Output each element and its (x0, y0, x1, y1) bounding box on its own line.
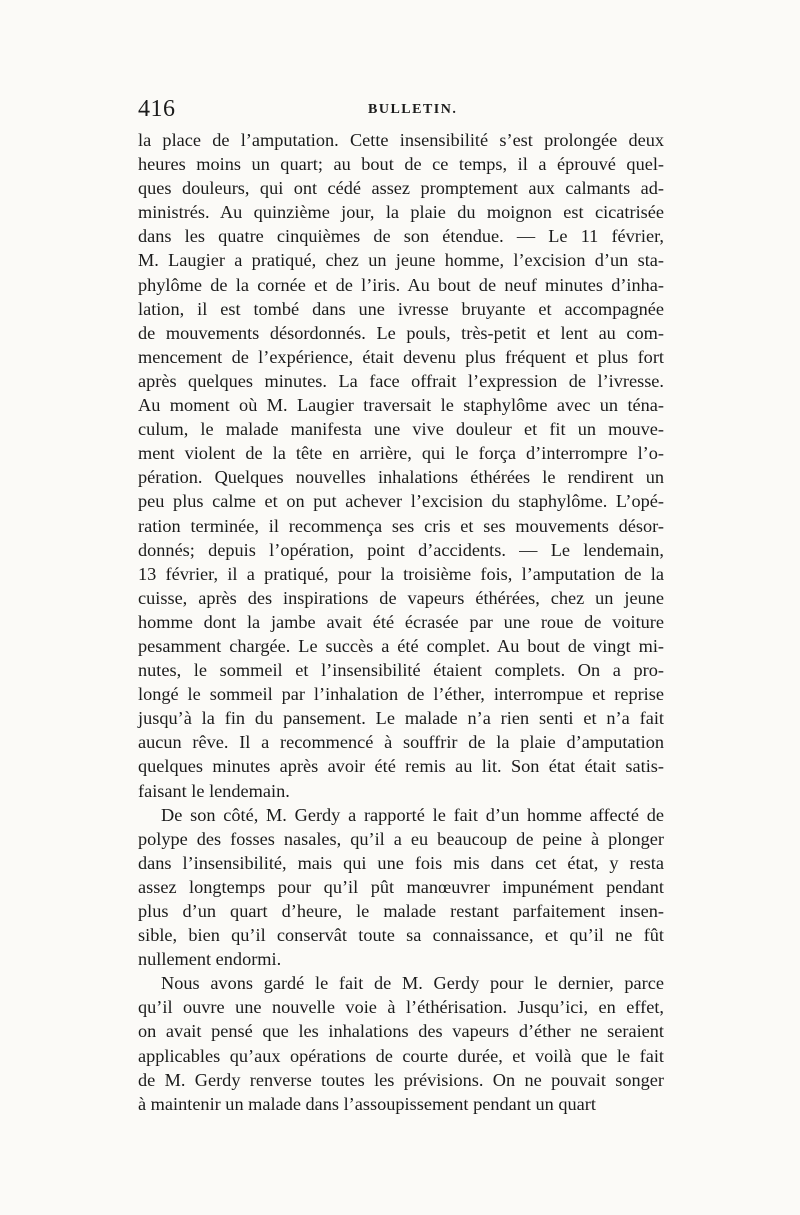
paragraph (138, 128, 664, 803)
text-line: ques douleurs, qui ont cédé assez promptement aux calmants ad- (138, 178, 664, 199)
text-line: mencement de l’expérience, était devenu plus fréquent et plus fort (138, 346, 664, 367)
text-line: nutes, le sommeil et l’insensibilité étaient complets. On a pro- (138, 660, 664, 681)
text-line: lation, il est tombé dans une ivresse bruyante et accompagnée (138, 298, 664, 319)
text-line: quelques minutes après avoir été remis au lit. Son état était satis- (138, 756, 664, 777)
body-text (138, 128, 664, 1116)
text-line: homme dont la jambe avait été écrasée par une roue de voiture (138, 611, 664, 632)
text-line: dans les quatre cinquièmes de son étendue. — Le 11 février, (138, 226, 664, 247)
text-line: M. Laugier a pratiqué, chez un jeune homme, l’excision d’un sta- (138, 250, 664, 271)
text-line: sible, bien qu’il conservât toute sa connaissance, et qu’il ne fût (138, 925, 664, 946)
text-line: de M. Gerdy renverse toutes les prévisions. On ne pouvait songer (138, 1069, 664, 1090)
text-line: après quelques minutes. La face offrait l’expression de l’ivresse. (138, 370, 664, 391)
text-line: heures moins un quart; au bout de ce temps, il a éprouvé quel- (138, 154, 664, 175)
text-line: Nous avons gardé le fait de M. Gerdy pour le dernier, parce (161, 973, 664, 994)
paragraph (138, 803, 664, 972)
running-head: BULLETIN. (368, 102, 458, 117)
text-line: la place de l’amputation. Cette insensibilité s’est prolongée deux (138, 130, 664, 150)
page-header (138, 96, 664, 126)
text-line: dans l’insensibilité, mais qui une fois mis dans cet état, y resta (138, 852, 664, 873)
text-line: ministrés. Au quinzième jour, la plaie du moignon est cicatrisée (138, 202, 664, 223)
text-line: jusqu’à la fin du pansement. Le malade n’a rien senti et n’a fait (138, 708, 664, 729)
text-line: plus d’un quart d’heure, le malade restant parfaitement insen- (138, 901, 664, 921)
text-line: à maintenir un malade dans l’assoupissement pendant un quart (138, 1093, 596, 1114)
page-number: 416 (138, 96, 176, 122)
text-line: qu’il ouvre une nouvelle voie à l’éthérisation. Jusqu’ici, en effet, (138, 997, 664, 1018)
text-line: peu plus calme et on put achever l’excision du staphylôme. L’opé- (138, 491, 664, 512)
text-line: pesamment chargée. Le succès a été complet. Au bout de vingt mi- (138, 635, 664, 656)
text-line: nullement endormi. (138, 949, 282, 970)
text-line: longé le sommeil par l’inhalation de l’éther, interrompue et reprise (138, 684, 664, 705)
text-line: aucun rêve. Il a recommencé à souffrir de la plaie d’amputation (138, 732, 664, 753)
text-line: Au moment où M. Laugier traversait le staphylôme avec un téna- (138, 395, 664, 416)
text-line: de mouvements désordonnés. Le pouls, très-petit et lent au com- (138, 322, 664, 343)
paragraph (138, 971, 664, 1116)
text-line: phylôme de la cornée et de l’iris. Au bout de neuf minutes d’inha- (138, 274, 664, 295)
text-line: faisant le lendemain. (138, 780, 290, 801)
text-line: ment violent de la tête en arrière, qui le força d’interrompre l’o- (138, 443, 664, 464)
text-line: donnés; depuis l’opération, point d’accidents. — Le lendemain, (138, 539, 664, 560)
text-line: assez longtemps pour qu’il pût manœuvrer impunément pendant (138, 876, 664, 897)
text-line: De son côté, M. Gerdy a rapporté le fait d’un homme affecté de (161, 804, 664, 825)
text-line: culum, le malade manifesta une vive douleur et fit un mouve- (138, 419, 664, 440)
text-line: cuisse, après des inspirations de vapeurs éthérées, chez un jeune (138, 587, 664, 608)
text-line: pération. Quelques nouvelles inhalations éthérées le rendirent un (138, 467, 664, 488)
text-line: applicables qu’aux opérations de courte durée, et voilà que le fait (138, 1045, 664, 1066)
text-line: 13 février, il a pratiqué, pour la troisième fois, l’amputation de la (138, 563, 664, 584)
text-line: on avait pensé que les inhalations des vapeurs d’éther ne seraient (138, 1021, 664, 1042)
text-line: ration terminée, il recommença ses cris et ses mouvements désor- (138, 515, 664, 536)
text-line: polype des fosses nasales, qu’il a eu beaucoup de peine à plonger (138, 828, 664, 849)
